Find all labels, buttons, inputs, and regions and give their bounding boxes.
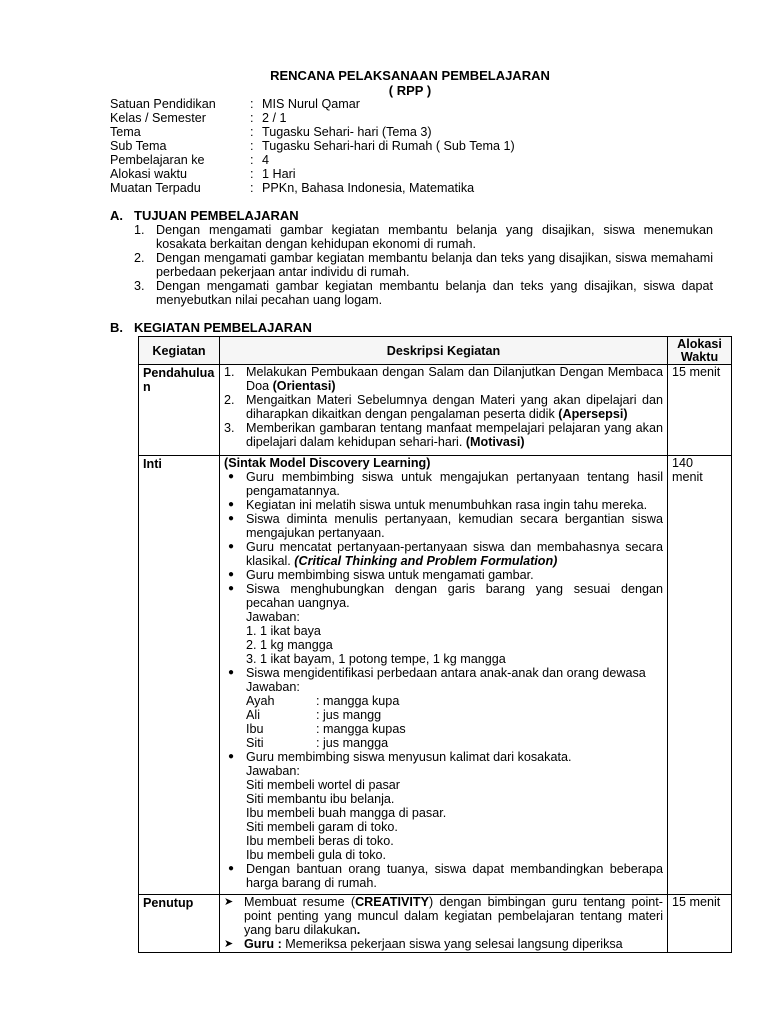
section-b-heading xyxy=(110,321,312,335)
info-row xyxy=(110,97,515,111)
item-text xyxy=(246,393,663,421)
item-text xyxy=(244,937,663,951)
info-value: MIS Nurul Qamar xyxy=(262,97,360,111)
jawaban-label: Jawaban: xyxy=(246,680,300,694)
pair-name: Ali xyxy=(246,708,260,722)
bullet-icon: ● xyxy=(228,499,235,510)
info-value: PPKn, Bahasa Indonesia, Matematika xyxy=(262,181,475,195)
info-row xyxy=(110,139,515,153)
cell-inti-desc xyxy=(220,456,668,895)
info-row xyxy=(110,167,515,181)
info-label: Muatan Terpadu xyxy=(110,181,201,195)
cell-pendahuluan-name xyxy=(139,365,220,456)
item-number: 2. xyxy=(134,251,145,265)
bullet-icon: ● xyxy=(228,569,235,580)
info-row xyxy=(110,181,515,195)
sentence-line: Ibu membeli buah mangga di pasar. xyxy=(246,806,447,820)
section-a-number: A. xyxy=(110,208,123,223)
list-item xyxy=(224,582,663,610)
item-text: Guru membimbing siswa untuk mengajukan pertanyaan tentang hasil pengamatannya. xyxy=(246,470,663,498)
document-subtitle: ( RPP ) xyxy=(388,83,432,98)
item-text: Dengan bantuan orang tuanya, siswa dapat membandingkan beberapa harga barang di rumah. xyxy=(246,862,663,890)
header-deskripsi: Deskripsi Kegiatan xyxy=(220,337,668,365)
item-number: 1. xyxy=(134,223,145,237)
info-label: Kelas / Semester xyxy=(110,111,206,125)
arrow-bullet-icon: ➤ xyxy=(224,938,234,950)
sentence-line: Siti membeli wortel di pasar xyxy=(246,778,400,792)
item-text: Dengan mengamati gambar kegiatan membantu belanja dan teks yang disajikan, siswa memahami perbedaan pekerjaan antar individu di rumah. xyxy=(156,251,713,279)
pair-line xyxy=(224,722,663,736)
list-item xyxy=(224,895,663,937)
item-text: Kegiatan ini melatih siswa untuk menumbuhkan rasa ingin tahu mereka. xyxy=(246,498,648,512)
kegiatan-name: Inti xyxy=(143,457,162,471)
section-a-title: TUJUAN PEMBELAJARAN xyxy=(134,208,299,223)
sentences-list xyxy=(224,778,663,862)
list-item xyxy=(224,666,663,680)
kegiatan-table xyxy=(138,336,732,953)
answers-list xyxy=(224,624,663,666)
item-text xyxy=(246,421,663,449)
cell-penutup-desc xyxy=(220,895,668,953)
arrow-bullet-icon: ➤ xyxy=(224,896,234,908)
answer-line: 3. 1 ikat bayam, 1 potong tempe, 1 kg mangga xyxy=(246,652,506,666)
pair-name: Ayah xyxy=(246,694,275,708)
pair-name: Ibu xyxy=(246,722,264,736)
creativity-tag: CREATIVITY xyxy=(355,895,429,909)
bullet-icon: ● xyxy=(228,541,235,552)
jawaban-label: Jawaban: xyxy=(246,610,300,624)
tujuan-list xyxy=(134,223,713,307)
row-penutup xyxy=(139,895,732,953)
item-tag: (Orientasi) xyxy=(272,379,336,393)
table-header-row xyxy=(139,337,732,365)
kegiatan-name: Pendahuluan xyxy=(143,366,215,394)
pair-value: : jus mangg xyxy=(316,708,382,722)
item-text-main: Mengaitkan Materi Sebelumnya dengan Materi yang akan dipelajari dan diharapkan dikaitkan dengan pengalaman peserta didik xyxy=(246,393,663,421)
row-pendahuluan xyxy=(139,365,732,456)
pair-value: : mangga kupas xyxy=(316,722,406,736)
inti-list-4 xyxy=(224,862,663,890)
info-value: Tugasku Sehari-hari di Rumah ( Sub Tema 1) xyxy=(262,139,515,153)
info-value: Tugasku Sehari- hari (Tema 3) xyxy=(262,125,432,139)
inti-list-2 xyxy=(224,666,663,680)
text-part: Memeriksa pekerjaan siswa yang selesai langsung diperiksa xyxy=(285,937,623,951)
info-value: 1 Hari xyxy=(262,167,296,181)
section-b-title: KEGIATAN PEMBELAJARAN xyxy=(134,320,312,335)
list-item xyxy=(224,498,663,512)
info-label: Pembelajaran ke xyxy=(110,153,205,167)
bullet-icon: ● xyxy=(228,583,235,594)
item-text: Siswa menghubungkan dengan garis barang yang sesuai dengan pecahan uangnya. xyxy=(246,582,663,610)
info-row xyxy=(110,111,515,125)
pair-name: Siti xyxy=(246,736,264,750)
sentence-line: Siti membeli garam di toko. xyxy=(246,820,398,834)
info-colon: : xyxy=(250,181,254,195)
answer-line: 1. 1 ikat baya xyxy=(246,624,321,638)
bullet-icon: ● xyxy=(228,513,235,524)
info-value: 2 / 1 xyxy=(262,111,287,125)
section-b-number: B. xyxy=(110,320,123,335)
item-tag: (Critical Thinking and Problem Formulation) xyxy=(294,554,558,568)
item-text: Siswa diminta menulis pertanyaan, kemudian secara bergantian siswa mengajukan pertanyaan. xyxy=(246,512,663,540)
item-text: Dengan mengamati gambar kegiatan membantu belanja yang disajikan, siswa menemukan kosakata berkaitan dengan kehidupan ekonomi di rumah. xyxy=(156,223,713,251)
info-colon: : xyxy=(250,125,254,139)
item-text xyxy=(244,895,663,937)
item-text xyxy=(246,365,663,393)
pair-line xyxy=(224,694,663,708)
info-value: 4 xyxy=(262,153,270,167)
inti-heading: (Sintak Model Discovery Learning) xyxy=(224,456,431,470)
pair-line xyxy=(224,736,663,750)
info-colon: : xyxy=(250,97,254,111)
item-text: Siswa mengidentifikasi perbedaan antara anak-anak dan orang dewasa xyxy=(246,666,646,680)
answer-line: 2. 1 kg mangga xyxy=(246,638,333,652)
info-row xyxy=(110,153,515,167)
info-row xyxy=(110,125,515,139)
list-item xyxy=(224,393,663,421)
document-title: RENCANA PELAKSANAAN PEMBELAJARAN xyxy=(270,68,550,83)
item-text: Dengan mengamati gambar kegiatan membantu belanja dan teks yang disajikan, siswa dapat menyebutkan nilai pecahan uang logam. xyxy=(156,279,713,307)
pair-line xyxy=(224,708,663,722)
item-number: 3. xyxy=(224,421,235,435)
list-item xyxy=(134,279,713,307)
item-text-main: Memberikan gambaran tentang manfaat mempelajari pelajaran yang akan dipelajari dalam kehidupan sehari-hari. xyxy=(246,421,663,449)
pairs-list xyxy=(224,694,663,750)
item-text: Guru membimbing siswa untuk mengamati gambar. xyxy=(246,568,534,582)
bullet-icon: ● xyxy=(228,863,235,874)
item-number: 3. xyxy=(134,279,145,293)
info-colon: : xyxy=(250,153,254,167)
section-a-heading xyxy=(110,209,299,223)
item-text-main: Melakukan Pembukaan dengan Salam dan Dilanjutkan Dengan Membaca Doa xyxy=(246,365,663,393)
header-alokasi: Alokasi Waktu xyxy=(668,337,732,365)
list-item xyxy=(224,862,663,890)
kegiatan-name: Penutup xyxy=(143,896,194,910)
info-block xyxy=(110,97,515,195)
info-label: Satuan Pendidikan xyxy=(110,97,216,111)
info-label: Tema xyxy=(110,125,141,139)
text-part: ) dengan bimbingan guru tentang point-point penting yang muncul dalam kegiatan pembelajaran tentang materi yang baru dilakukan xyxy=(244,895,663,937)
cell-penutup-name xyxy=(139,895,220,953)
info-label: Sub Tema xyxy=(110,139,167,153)
pendahuluan-list xyxy=(224,365,663,449)
text-part: . xyxy=(356,923,361,937)
cell-pendahuluan-desc xyxy=(220,365,668,456)
cell-penutup-time: 15 menit xyxy=(668,895,732,953)
cell-inti-name xyxy=(139,456,220,895)
cell-inti-time: 140 menit xyxy=(668,456,732,895)
list-item xyxy=(224,540,663,568)
penutup-list xyxy=(224,895,663,951)
sentence-line: Ibu membeli gula di toko. xyxy=(246,848,387,862)
text-part: Membuat resume ( xyxy=(244,895,356,909)
sentence-line: Ibu membeli beras di toko. xyxy=(246,834,394,848)
list-item xyxy=(224,470,663,498)
jawaban-label: Jawaban: xyxy=(246,764,300,778)
bullet-icon: ● xyxy=(228,471,235,482)
sentence-line: Siti membantu ibu belanja. xyxy=(246,792,395,806)
bullet-icon: ● xyxy=(228,751,235,762)
item-text xyxy=(246,540,663,568)
list-item xyxy=(224,365,663,393)
info-colon: : xyxy=(250,139,254,153)
inti-list-3 xyxy=(224,750,663,764)
item-number: 1. xyxy=(224,365,235,379)
row-inti xyxy=(139,456,732,895)
text-part: Guru : xyxy=(244,937,286,951)
inti-list xyxy=(224,470,663,610)
item-text: Guru membimbing siswa menyusun kalimat dari kosakata. xyxy=(246,750,572,764)
info-colon: : xyxy=(250,167,254,181)
pair-value: : mangga kupa xyxy=(316,694,400,708)
info-label: Alokasi waktu xyxy=(110,167,187,181)
list-item xyxy=(134,251,713,279)
list-item xyxy=(224,937,663,951)
list-item xyxy=(224,568,663,582)
item-tag: (Motivasi) xyxy=(465,435,525,449)
list-item xyxy=(224,512,663,540)
header-kegiatan: Kegiatan xyxy=(139,337,220,365)
list-item xyxy=(134,223,713,251)
cell-pendahuluan-time: 15 menit xyxy=(668,365,732,456)
pair-value: : jus mangga xyxy=(316,736,389,750)
bullet-icon: ● xyxy=(228,667,235,678)
item-number: 2. xyxy=(224,393,235,407)
item-tag: (Apersepsi) xyxy=(558,407,628,421)
info-colon: : xyxy=(250,111,254,125)
item-text-main: Guru mencatat pertanyaan-pertanyaan siswa dan membahasnya secara klasikal. xyxy=(246,540,663,568)
list-item xyxy=(224,750,663,764)
list-item xyxy=(224,421,663,449)
